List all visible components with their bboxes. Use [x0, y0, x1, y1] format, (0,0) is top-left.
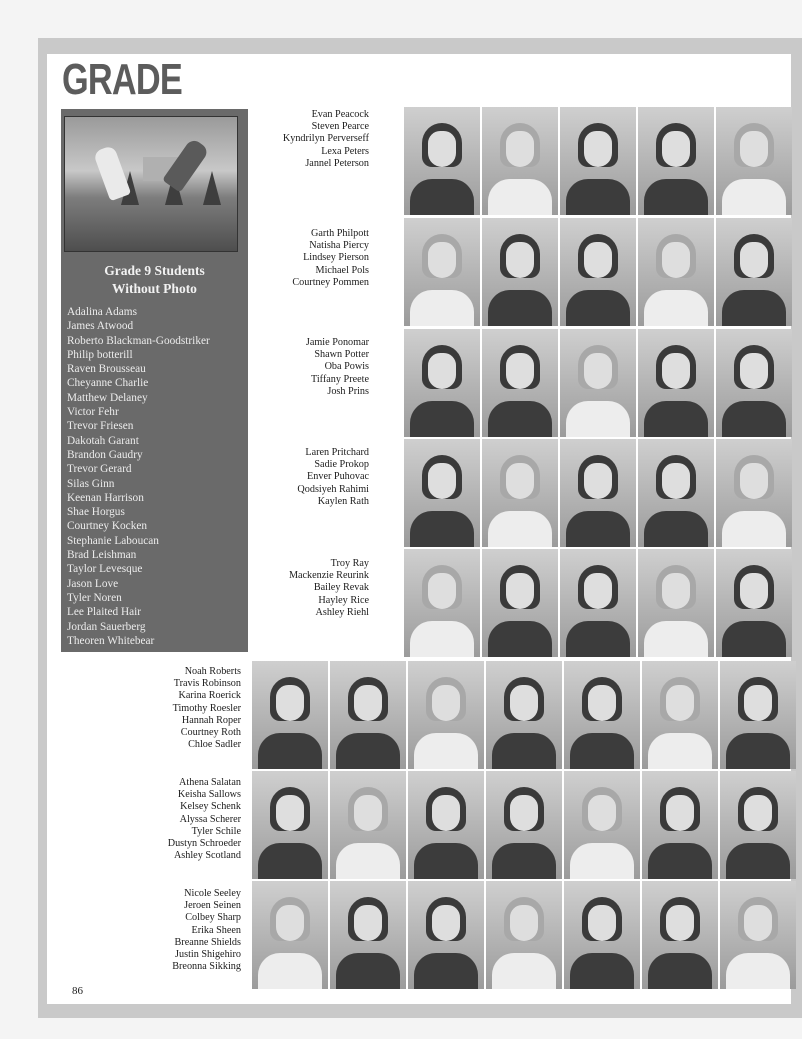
- student-name: Shawn Potter: [314, 349, 369, 361]
- portrait-body: [258, 733, 322, 769]
- no-photo-name: Tyler Noren: [67, 591, 122, 604]
- student-portrait: [560, 107, 636, 215]
- no-photo-name: Matthew Delaney: [67, 391, 148, 404]
- student-name: Natisha Piercy: [309, 240, 369, 252]
- portrait-row: [252, 881, 796, 989]
- portrait-body: [644, 290, 708, 326]
- student-name: Tiffany Preete: [310, 373, 369, 385]
- student-name: Sadie Prokop: [314, 459, 369, 471]
- portrait-face: [428, 131, 456, 167]
- portrait-body: [726, 953, 790, 989]
- no-photo-name: Jordan Sauerberg: [67, 620, 146, 633]
- student-portrait: [638, 107, 714, 215]
- portrait-body: [414, 843, 478, 879]
- portrait-face: [740, 463, 768, 499]
- student-name: Lindsey Pierson: [303, 252, 369, 264]
- portrait-body: [722, 290, 786, 326]
- student-name: Qodsiyeh Rahimi: [297, 483, 369, 495]
- portrait-face: [584, 573, 612, 609]
- student-name: Hayley Rice: [318, 594, 369, 606]
- student-name: Enver Puhovac: [307, 471, 369, 483]
- student-portrait: [638, 218, 714, 326]
- student-portrait: [486, 661, 562, 769]
- portrait-body: [722, 511, 786, 547]
- portrait-body: [492, 843, 556, 879]
- portrait-face: [428, 573, 456, 609]
- student-name: Dustyn Schroeder: [167, 838, 241, 850]
- student-portrait: [486, 881, 562, 989]
- portrait-body: [648, 843, 712, 879]
- student-portrait: [252, 661, 328, 769]
- student-name: Chloe Sadler: [188, 739, 241, 751]
- portrait-face: [666, 685, 694, 721]
- row-name-list: [168, 777, 241, 862]
- portrait-body: [336, 843, 400, 879]
- portrait-row: [252, 661, 796, 769]
- portrait-body: [414, 953, 478, 989]
- student-portrait: [564, 771, 640, 879]
- student-portrait: [638, 439, 714, 547]
- portrait-body: [722, 179, 786, 215]
- student-name: Troy Ray: [330, 558, 369, 569]
- row-name-list: [297, 447, 369, 508]
- student-name: Laren Pritchard: [305, 447, 369, 458]
- no-photo-name: Taylor Levesque: [67, 563, 143, 576]
- student-portrait: [408, 771, 484, 879]
- student-portrait: [638, 329, 714, 437]
- student-portrait: [482, 218, 558, 326]
- portrait-face: [506, 353, 534, 389]
- portrait-row: [404, 329, 792, 437]
- no-photo-name: Jason Love: [67, 577, 119, 590]
- no-photo-name: Courtney Kocken: [67, 520, 147, 533]
- portrait-face: [428, 463, 456, 499]
- student-portrait: [252, 881, 328, 989]
- student-name: Garth Philpott: [310, 228, 369, 239]
- student-portrait: [404, 329, 480, 437]
- student-portrait: [716, 329, 792, 437]
- student-name: Hannah Roper: [181, 714, 241, 726]
- sidebar-title-line2: Without Photo: [112, 281, 197, 296]
- portrait-face: [432, 685, 460, 721]
- portrait-body: [566, 621, 630, 657]
- portrait-body: [336, 733, 400, 769]
- portrait-body: [644, 179, 708, 215]
- student-portrait: [404, 107, 480, 215]
- portrait-body: [410, 621, 474, 657]
- portrait-body: [488, 401, 552, 437]
- no-photo-name: Raven Brousseau: [67, 363, 146, 376]
- portrait-face: [510, 795, 538, 831]
- row-name-list: [292, 228, 369, 289]
- portrait-face: [428, 242, 456, 278]
- student-portrait: [404, 549, 480, 657]
- student-name: Erika Sheen: [191, 924, 241, 936]
- page-heading: GRADE: [62, 55, 183, 104]
- portrait-face: [666, 905, 694, 941]
- student-name: Justin Shigehiro: [175, 949, 241, 961]
- portrait-face: [740, 242, 768, 278]
- portrait-face: [662, 353, 690, 389]
- portrait-face: [584, 353, 612, 389]
- portrait-body: [644, 621, 708, 657]
- student-portrait: [560, 549, 636, 657]
- student-name: Nicole Seeley: [184, 888, 241, 899]
- portrait-face: [354, 905, 382, 941]
- sidebar-title: [61, 262, 248, 298]
- student-name: Ashley Scotland: [173, 850, 241, 862]
- portrait-body: [570, 733, 634, 769]
- student-portrait: [716, 218, 792, 326]
- student-portrait: [404, 439, 480, 547]
- student-portrait: [330, 881, 406, 989]
- portrait-body: [726, 843, 790, 879]
- student-name: Evan Peacock: [311, 109, 369, 120]
- portrait-body: [410, 290, 474, 326]
- row-name-list: [289, 558, 369, 619]
- no-photo-name: Dakotah Garant: [67, 434, 139, 447]
- student-name: Keisha Sallows: [177, 789, 241, 801]
- student-name: Oba Powis: [324, 361, 369, 373]
- student-portrait: [716, 549, 792, 657]
- portrait-face: [584, 242, 612, 278]
- student-portrait: [560, 218, 636, 326]
- student-portrait: [482, 549, 558, 657]
- portrait-face: [662, 131, 690, 167]
- portrait-face: [506, 131, 534, 167]
- student-portrait: [564, 661, 640, 769]
- portrait-body: [258, 953, 322, 989]
- student-name: Jeroen Seinen: [184, 900, 241, 912]
- portrait-body: [336, 953, 400, 989]
- portrait-body: [258, 843, 322, 879]
- portrait-face: [506, 573, 534, 609]
- student-name: Kyndrilyn Perverseff: [282, 133, 369, 145]
- student-portrait: [404, 218, 480, 326]
- student-portrait: [330, 771, 406, 879]
- portrait-body: [492, 733, 556, 769]
- portrait-body: [488, 511, 552, 547]
- student-name: Mackenzie Reurink: [288, 570, 369, 582]
- no-photo-name: Brandon Gaudry: [67, 448, 143, 461]
- portrait-body: [488, 179, 552, 215]
- no-photo-name: Adalina Adams: [67, 306, 137, 318]
- portrait-face: [276, 685, 304, 721]
- portrait-body: [570, 843, 634, 879]
- portrait-row: [404, 439, 792, 547]
- no-photo-name: Victor Fehr: [67, 406, 119, 419]
- sidebar-action-photo: [64, 116, 238, 252]
- student-name: Lexa Peters: [321, 145, 369, 157]
- student-portrait: [560, 329, 636, 437]
- student-portrait: [408, 661, 484, 769]
- portrait-face: [662, 242, 690, 278]
- portrait-body: [414, 733, 478, 769]
- portrait-body: [566, 179, 630, 215]
- portrait-face: [666, 795, 694, 831]
- portrait-body: [492, 953, 556, 989]
- student-name: Steven Pearce: [311, 121, 369, 133]
- portrait-face: [510, 905, 538, 941]
- portrait-row: [404, 218, 792, 326]
- portrait-face: [588, 905, 616, 941]
- student-portrait: [330, 661, 406, 769]
- portrait-body: [648, 733, 712, 769]
- portrait-face: [354, 795, 382, 831]
- portrait-face: [584, 131, 612, 167]
- no-photo-name: Roberto Blackman-Goodstriker: [67, 334, 210, 347]
- portrait-body: [726, 733, 790, 769]
- student-name: Tyler Schile: [191, 825, 241, 837]
- student-name: Karina Roerick: [178, 690, 241, 702]
- student-name: Timothy Roesler: [172, 702, 241, 714]
- row-name-list: [173, 666, 241, 751]
- portrait-face: [510, 685, 538, 721]
- student-name: Courtney Pommen: [292, 276, 369, 288]
- student-portrait: [252, 771, 328, 879]
- student-portrait: [716, 107, 792, 215]
- student-name: Travis Robinson: [173, 678, 241, 690]
- portrait-face: [740, 353, 768, 389]
- student-name: Noah Roberts: [184, 666, 241, 677]
- student-portrait: [486, 771, 562, 879]
- portrait-face: [744, 905, 772, 941]
- student-name: Breanne Shields: [174, 936, 241, 948]
- student-name: Courtney Roth: [180, 727, 241, 739]
- row-name-list: [283, 109, 369, 170]
- no-photo-name: Lee Plaited Hair: [67, 606, 142, 619]
- portrait-face: [662, 573, 690, 609]
- portrait-body: [566, 511, 630, 547]
- student-portrait: [482, 107, 558, 215]
- student-portrait: [482, 439, 558, 547]
- portrait-face: [584, 463, 612, 499]
- portrait-row: [404, 549, 792, 657]
- portrait-face: [432, 795, 460, 831]
- portrait-body: [644, 511, 708, 547]
- portrait-face: [588, 795, 616, 831]
- portrait-body: [570, 953, 634, 989]
- portrait-face: [506, 242, 534, 278]
- portrait-row: [404, 107, 792, 215]
- student-portrait: [720, 881, 796, 989]
- no-photo-name: Philip botterill: [67, 348, 133, 361]
- no-photo-list: [67, 305, 210, 648]
- portrait-face: [428, 353, 456, 389]
- student-name: Ashley Riehl: [315, 606, 369, 618]
- student-name: Jannel Peterson: [305, 157, 369, 169]
- portrait-face: [276, 795, 304, 831]
- student-name: Colbey Sharp: [185, 912, 241, 924]
- no-photo-name: Stephanie Laboucan: [67, 534, 159, 547]
- row-name-list: [172, 888, 241, 973]
- no-photo-name: Theoren Whitebear: [67, 634, 155, 647]
- student-name: Michael Pols: [315, 264, 369, 276]
- sidebar-title-line1: Grade 9 Students: [104, 263, 205, 278]
- portrait-body: [488, 290, 552, 326]
- student-name: Breonna Sikking: [172, 961, 241, 973]
- student-portrait: [642, 661, 718, 769]
- student-portrait: [642, 771, 718, 879]
- portrait-body: [566, 401, 630, 437]
- student-portrait: [638, 549, 714, 657]
- student-portrait: [642, 881, 718, 989]
- student-name: Bailey Revak: [313, 582, 369, 594]
- portrait-face: [740, 131, 768, 167]
- no-photo-name: Shae Horgus: [67, 506, 125, 519]
- no-photo-name: Brad Leishman: [67, 549, 137, 562]
- row-name-list: [306, 337, 369, 398]
- portrait-face: [662, 463, 690, 499]
- portrait-body: [722, 621, 786, 657]
- portrait-body: [566, 290, 630, 326]
- portrait-body: [410, 179, 474, 215]
- no-photo-name: Cheyanne Charlie: [67, 377, 149, 390]
- no-photo-name: James Atwood: [67, 320, 134, 333]
- no-photo-name: Trevor Gerard: [67, 463, 132, 476]
- student-portrait: [720, 771, 796, 879]
- student-name: Alyssa Scherer: [179, 813, 241, 825]
- portrait-body: [644, 401, 708, 437]
- student-portrait: [716, 439, 792, 547]
- student-name: Josh Prins: [327, 385, 369, 397]
- portrait-face: [276, 905, 304, 941]
- student-portrait: [720, 661, 796, 769]
- no-photo-name: Silas Ginn: [67, 477, 115, 490]
- portrait-face: [432, 905, 460, 941]
- portrait-face: [354, 685, 382, 721]
- student-portrait: [560, 439, 636, 547]
- portrait-face: [588, 685, 616, 721]
- student-name: Kelsey Schenk: [180, 801, 241, 813]
- student-name: Athena Salatan: [179, 777, 241, 788]
- portrait-face: [744, 795, 772, 831]
- tree-shape: [203, 171, 221, 205]
- portrait-body: [648, 953, 712, 989]
- student-portrait: [482, 329, 558, 437]
- page-number: 86: [72, 985, 83, 997]
- student-name: Kaylen Rath: [317, 495, 369, 507]
- no-photo-name: Trevor Friesen: [67, 420, 134, 433]
- portrait-face: [740, 573, 768, 609]
- portrait-body: [410, 401, 474, 437]
- student-name: Jamie Ponomar: [305, 337, 369, 348]
- student-portrait: [564, 881, 640, 989]
- portrait-body: [488, 621, 552, 657]
- portrait-row: [252, 771, 796, 879]
- portrait-body: [410, 511, 474, 547]
- portrait-body: [722, 401, 786, 437]
- portrait-face: [506, 463, 534, 499]
- no-photo-name: Keenan Harrison: [67, 491, 144, 504]
- portrait-face: [744, 685, 772, 721]
- student-portrait: [408, 881, 484, 989]
